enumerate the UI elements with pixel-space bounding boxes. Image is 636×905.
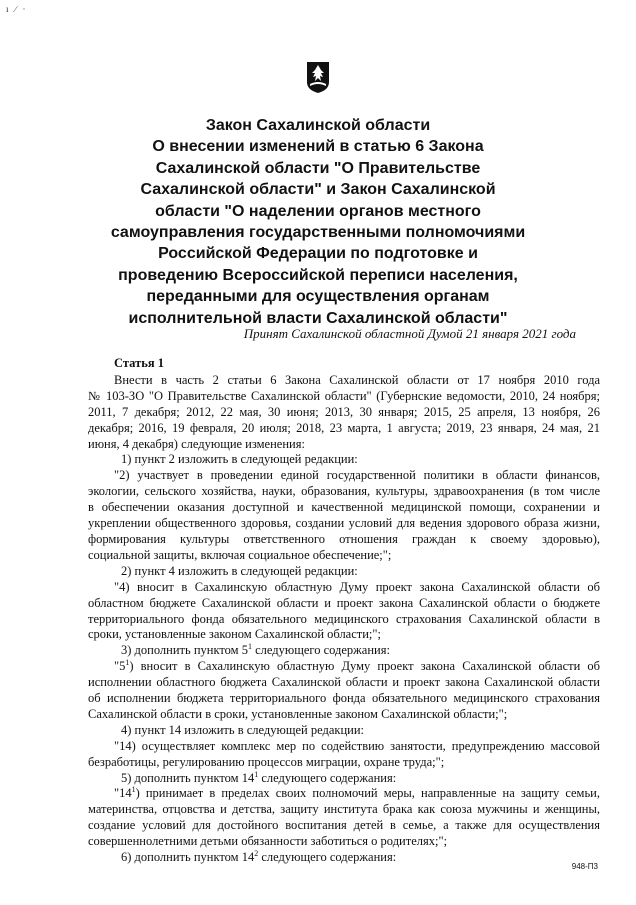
amendment-instruction: 2) пункт 4 изложить в следующей редакции: xyxy=(121,563,358,578)
line-part: "14 xyxy=(114,786,132,801)
body-line: совершеннолетними детьми обязанности заботиться о родителях;"; xyxy=(88,834,448,849)
body-line: создание условий для достойного воспитания детей в семье, а также для осуществления xyxy=(88,818,600,833)
body-line: безработицы, регулированию процессов миграции, охране труда;"; xyxy=(88,754,445,769)
body-line: формирования культуры ответственного отношения граждан к своему здоровью), xyxy=(88,531,600,546)
body-line xyxy=(88,786,600,802)
body-line: материнства, отцовства и детства, защиту института брака как союза мужчины и женщины, xyxy=(88,802,600,817)
article-body xyxy=(88,356,600,866)
document-code: 948-П3 xyxy=(571,862,598,871)
body-line: областном бюджете Сахалинской области и проект закона Сахалинской области о бюджете xyxy=(88,595,600,610)
title-line: проведению Всероссийской переписи населения, xyxy=(118,266,518,284)
superscript: 1 xyxy=(125,658,130,668)
amendment-instruction xyxy=(88,771,600,787)
body-line: июня, 4 декабря) следующие изменения: xyxy=(88,436,305,451)
line-part: ) вносит в Сахалинскую областную Думу проект закона Сахалинской области об xyxy=(129,659,600,674)
body-line: территориального фонда обязательного медицинского страхования Сахалинской области в xyxy=(88,611,600,626)
body-line: в обеспечении оказания доступной и качественной медицинской помощи, сохранении и xyxy=(88,500,600,515)
amendment-instruction xyxy=(88,850,600,866)
superscript: 1 xyxy=(131,785,136,795)
body-line: Внести в часть 2 статьи 6 Закона Сахалинской области от 17 ноября 2010 года xyxy=(114,372,600,387)
law-title xyxy=(80,115,556,329)
title-line: самоуправления государственными полномочиями xyxy=(110,224,526,242)
title-line: Закон Сахалинской области xyxy=(205,117,431,134)
title-line: области "О наделении органов местного xyxy=(155,202,481,220)
instruction-text: 3) дополнить пунктом 5 xyxy=(121,643,248,658)
scan-artifact: ı ∕ · xyxy=(6,4,28,14)
body-line xyxy=(88,659,600,675)
body-line: экологии, сельского хозяйства, науки, образования, культуры, здравоохранения (в том числе xyxy=(88,484,600,499)
title-line: Российской Федерации по подготовке и xyxy=(158,245,478,263)
title-line: О внесении изменений в статью 6 Закона xyxy=(152,138,484,156)
body-line: "2) участвует в проведении единой государственной политики в области финансов, xyxy=(114,468,600,483)
instruction-text: следующего содержания: xyxy=(251,643,390,658)
amendment-instruction: 4) пункт 14 изложить в следующей редакции: xyxy=(121,722,364,737)
body-line: "14) осуществляет комплекс мер по содействию занятости, предупреждению массовой xyxy=(114,738,600,753)
title-line: переданными для осуществления органам xyxy=(146,288,490,306)
body-line: "4) вносит в Сахалинскую областную Думу проект закона Сахалинской области об xyxy=(114,579,600,594)
body-line: 2011, 7 декабря; 2012, 22 мая, 30 июня; 2013, 30 января; 2015, 25 апреля, 13 ноября, 26 xyxy=(88,404,600,419)
title-line: Сахалинской области "О Правительстве xyxy=(155,159,481,177)
instruction-text: следующего содержания: xyxy=(258,850,397,865)
title-line: Сахалинской области" и Закон Сахалинской xyxy=(140,181,496,199)
instruction-text: 5) дополнить пунктом 14 xyxy=(121,770,255,785)
body-line: № 103-ЗО "О Правительстве Сахалинской области" (Губернские ведомости, 2010, 24 ноября; xyxy=(88,388,600,403)
amendment-instruction xyxy=(88,643,600,659)
sakhalin-coat-of-arms-icon xyxy=(305,60,331,94)
body-line: об исполнении бюджета территориального фонда обязательного медицинского страхования xyxy=(88,691,600,706)
article-heading: Статья 1 xyxy=(114,356,164,370)
body-line: социальной защиты, включая социальное обеспечение;"; xyxy=(88,547,392,562)
amendment-instruction: 1) пункт 2 изложить в следующей редакции: xyxy=(121,452,358,467)
adoption-note: Принят Сахалинской областной Думой 21 января 2021 года xyxy=(243,326,576,341)
line-part: "5 xyxy=(114,659,126,674)
body-line: декабря; 2016, 19 февраля, 20 июля; 2018, 23 марта, 1 августа; 2019, 23 января, 24 мая, 21 xyxy=(88,420,600,435)
body-line: Сахалинской области в сроки, установленные законом Сахалинской области;"; xyxy=(88,706,508,721)
superscript: 1 xyxy=(247,642,252,652)
superscript: 1 xyxy=(254,769,259,779)
title-line: исполнительной власти Сахалинской области" xyxy=(128,309,508,327)
line-part: ) принимает в пределах своих полномочий меры, направленные на защиту семьи, xyxy=(135,786,600,801)
instruction-text: следующего содержания: xyxy=(258,770,397,785)
body-line: исполнении областного бюджета Сахалинской области и проект закона Сахалинской области xyxy=(88,675,600,690)
body-line: укреплении общественного здоровья, создании условий для ведения здорового образа жизни, xyxy=(88,516,600,531)
instruction-text: 6) дополнить пунктом 14 xyxy=(121,850,255,865)
body-line: сроки, установленные законом Сахалинской области;"; xyxy=(88,627,381,642)
superscript: 2 xyxy=(254,848,259,858)
